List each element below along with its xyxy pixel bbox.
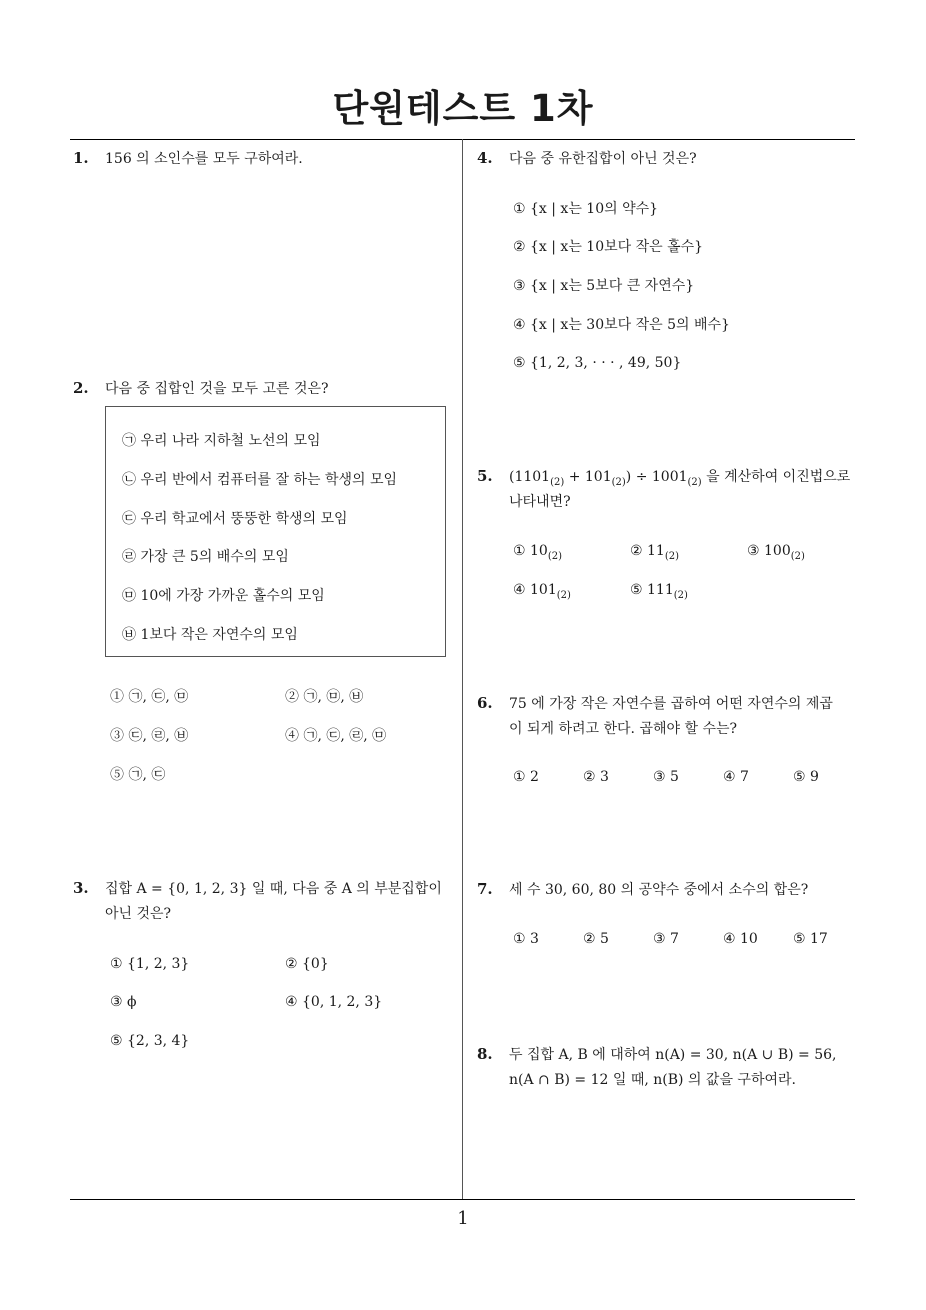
answer-option-4[interactable]: ④ {x | x는 30보다 작은 5의 배수} (513, 317, 730, 333)
answer-option-4[interactable]: ④ $101_{(2)}$ (513, 582, 571, 601)
answer-option-2[interactable]: ② 3 (583, 769, 609, 785)
page-title: 단원테스트 1차 (332, 87, 594, 130)
condition-item: ㉡ 우리 반에서 컴퓨터를 잘 하는 학생의 모임 (122, 472, 398, 488)
answer-option-5[interactable]: ⑤ $111_{(2)}$ (630, 582, 688, 601)
answer-option-2[interactable]: ② {x | x는 10보다 작은 홀수} (513, 239, 704, 255)
question-text-line-1: $(1101_{(2)} + 101_{(2)}) \div 1001_{(2)}$ 을 계산하여 이진법으로 (509, 469, 851, 488)
answer-option-1[interactable]: ① {1, 2, 3} (110, 956, 190, 972)
question-number: 7. (477, 880, 493, 898)
question-text: 다음 중 유한집합이 아닌 것은? (509, 151, 697, 167)
question-number: 4. (477, 149, 493, 167)
question-number: 6. (477, 694, 493, 712)
answer-option-3[interactable]: ③ {x | x는 5보다 큰 자연수} (513, 278, 695, 294)
answer-option-5[interactable]: ⑤ 17 (793, 931, 828, 947)
condition-item: ㉠ 우리 나라 지하철 노선의 모임 (122, 433, 321, 449)
question-text-line-1: 두 집합 A, B 에 대하여 n(A) = 30, n(A ∪ B) = 56, (509, 1047, 837, 1063)
question-text-line-2: 이 되게 하려고 한다. 곱해야 할 수는? (509, 721, 737, 737)
answer-option-2[interactable]: ② $11_{(2)}$ (630, 543, 680, 562)
answer-option-5[interactable]: ⑤ {2, 3, 4} (110, 1033, 190, 1049)
condition-item: ㉤ 10에 가장 가까운 홀수의 모임 (122, 588, 325, 604)
question-number: 1. (73, 149, 89, 167)
question-number: 2. (73, 379, 89, 397)
answer-option-1[interactable]: ① {x | x는 10의 약수} (513, 201, 659, 217)
answer-option-1[interactable]: ① ㉠, ㉢, ㉤ (110, 689, 189, 705)
question-number: 5. (477, 467, 493, 485)
condition-item: ㉢ 우리 학교에서 뚱뚱한 학생의 모임 (122, 511, 348, 527)
question-text: 156 의 소인수를 모두 구하여라. (105, 151, 303, 167)
question-text-line-1: 75 에 가장 작은 자연수를 곱하여 어떤 자연수의 제곱 (509, 696, 833, 712)
answer-option-5[interactable]: ⑤ 9 (793, 769, 819, 785)
question-text-line-2: n(A ∩ B) = 12 일 때, n(B) 의 값을 구하여라. (509, 1072, 796, 1088)
answer-option-2[interactable]: ② 5 (583, 931, 609, 947)
answer-option-5[interactable]: ⑤ {1, 2, 3, · · · , 49, 50} (513, 355, 682, 371)
answer-option-3[interactable]: ③ ㉢, ㉣, ㉥ (110, 728, 189, 744)
question-text-line-1: 집합 A = {0, 1, 2, 3} 일 때, 다음 중 A 의 부분집합이 (105, 881, 442, 897)
question-text: 다음 중 집합인 것을 모두 고른 것은? (105, 381, 329, 397)
question-number: 8. (477, 1045, 493, 1063)
question-text: 세 수 30, 60, 80 의 공약수 중에서 소수의 합은? (509, 882, 809, 898)
question-number: 3. (73, 879, 89, 897)
answer-option-4[interactable]: ④ {0, 1, 2, 3} (285, 994, 383, 1010)
answer-option-4[interactable]: ④ ㉠, ㉢, ㉣, ㉤ (285, 728, 387, 744)
answer-option-3[interactable]: ③ 5 (653, 769, 679, 785)
answer-option-2[interactable]: ② {0} (285, 956, 329, 972)
answer-option-3[interactable]: ③ ϕ (110, 994, 137, 1010)
answer-option-5[interactable]: ⑤ ㉠, ㉢ (110, 767, 166, 783)
answer-option-3[interactable]: ③ $100_{(2)}$ (747, 543, 805, 562)
answer-option-1[interactable]: ① $10_{(2)}$ (513, 543, 563, 562)
page-number: 1 (457, 1208, 469, 1229)
answer-option-3[interactable]: ③ 7 (653, 931, 679, 947)
answer-option-2[interactable]: ② ㉠, ㉤, ㉥ (285, 689, 364, 705)
column-divider (462, 139, 463, 1200)
condition-item: ㉥ 1보다 작은 자연수의 모임 (122, 627, 298, 643)
condition-item: ㉣ 가장 큰 5의 배수의 모임 (122, 549, 289, 565)
question-text-line-2: 아닌 것은? (105, 906, 172, 922)
question-text-line-2: 나타내면? (509, 494, 571, 510)
answer-option-1[interactable]: ① 2 (513, 769, 539, 785)
answer-option-1[interactable]: ① 3 (513, 931, 539, 947)
answer-option-4[interactable]: ④ 7 (723, 769, 749, 785)
answer-option-4[interactable]: ④ 10 (723, 931, 758, 947)
bottom-divider (70, 1199, 855, 1200)
